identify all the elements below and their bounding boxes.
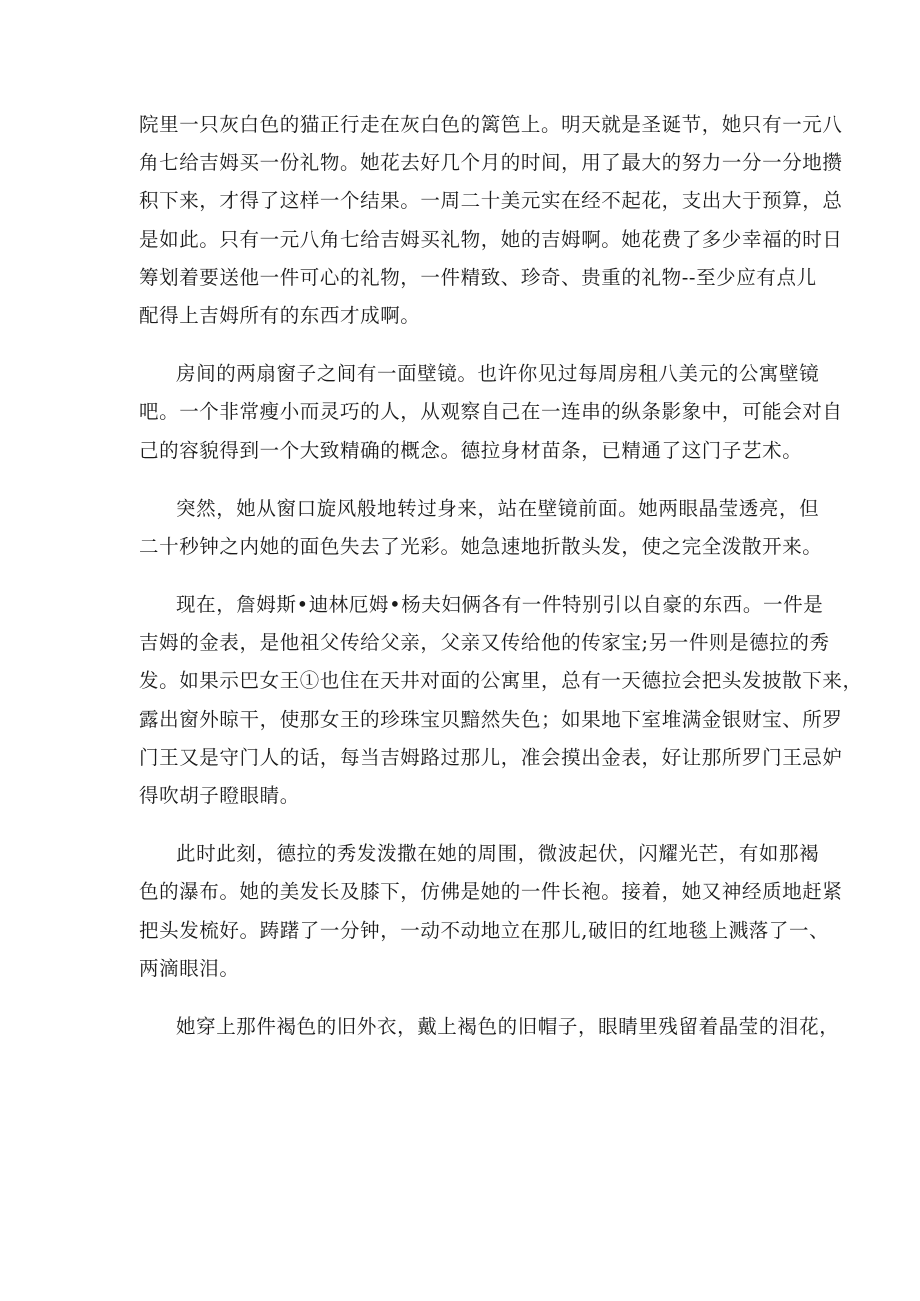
paragraph-3 <box>139 490 823 566</box>
text-line: 二十秒钟之内她的面色失去了光彩。她急速地折散头发，使之完全泼散开来。 <box>139 534 823 558</box>
text-line: 吉姆的金表，是他祖父传给父亲，父亲又传给他的传家宝;另一件则是德拉的秀 <box>139 631 830 655</box>
text-line: 露出窗外晾干，使那女王的珍珠宝贝黯然失色；如果地下室堆满金银财宝、所罗 <box>139 707 843 731</box>
paragraph-6 <box>139 1008 840 1046</box>
text-line: 吧。一个非常瘦小而灵巧的人，从观察自己在一连串的纵条影象中，可能会对自 <box>139 400 843 424</box>
text-line: 门王又是守门人的话，每当吉姆路过那儿，准会摸出金表，好让那所罗门王忌妒 <box>139 745 843 769</box>
text-line: 房间的两扇窗子之间有一面壁镜。也许你见过每周房租八美元的公寓壁镜 <box>176 362 820 386</box>
text-line: 配得上吉姆所有的东西才成啊。 <box>139 303 421 327</box>
text-line: 己的容貌得到一个大致精确的概念。德拉身材苗条，已精通了这门子艺术。 <box>139 438 803 462</box>
text-line: 是如此。只有一元八角七给吉姆买礼物，她的吉姆啊。她花费了多少幸福的时日 <box>139 227 843 251</box>
text-line: 现在，詹姆斯•迪林厄姆•杨夫妇俩各有一件特别引以自豪的东西。一件是 <box>176 593 824 617</box>
paragraph-5 <box>139 835 843 988</box>
text-line: 院里一只灰白色的猫正行走在灰白色的篱笆上。明天就是圣诞节，她只有一元八 <box>139 113 843 136</box>
text-line: 此时此刻，德拉的秀发泼撒在她的周围，微波起伏，闪耀光芒，有如那褐 <box>176 842 820 866</box>
text-line: 色的瀑布。她的美发长及膝下，仿佛是她的一件长袍。接着，她又神经质地赶紧 <box>139 880 843 904</box>
text-line: 筹划着要送他一件可心的礼物，一件精致、珍奇、贵重的礼物--至少应有点儿 <box>139 265 817 289</box>
text-line: 突然，她从窗口旋风般地转过身来，站在壁镜前面。她两眼晶莹透亮，但 <box>176 496 820 520</box>
paragraph-4 <box>139 586 863 815</box>
text-line: 两滴眼泪。 <box>139 956 240 980</box>
text-line: 得吹胡子瞪眼睛。 <box>139 784 300 807</box>
text-line: 发。如果示巴女王①也住在天井对面的公寓里，总有一天德拉会把头发披散下来， <box>139 669 863 693</box>
text-line: 她穿上那件褐色的旧外衣，戴上褐色的旧帽子，眼睛里残留着晶莹的泪花， <box>176 1014 840 1038</box>
document-page <box>139 106 863 1066</box>
text-line: 把头发梳好。踌躇了一分钟，一动不动地立在那儿,破旧的红地毯上溅落了一、 <box>139 918 830 942</box>
text-line: 积下来，才得了这样一个结果。一周二十美元实在经不起花，支出大于预算，总 <box>139 189 843 213</box>
paragraph-1 <box>139 106 843 335</box>
paragraph-2 <box>139 355 843 470</box>
text-line: 角七给吉姆买一份礼物。她花去好几个月的时间，用了最大的努力一分一分地攒 <box>139 151 843 175</box>
